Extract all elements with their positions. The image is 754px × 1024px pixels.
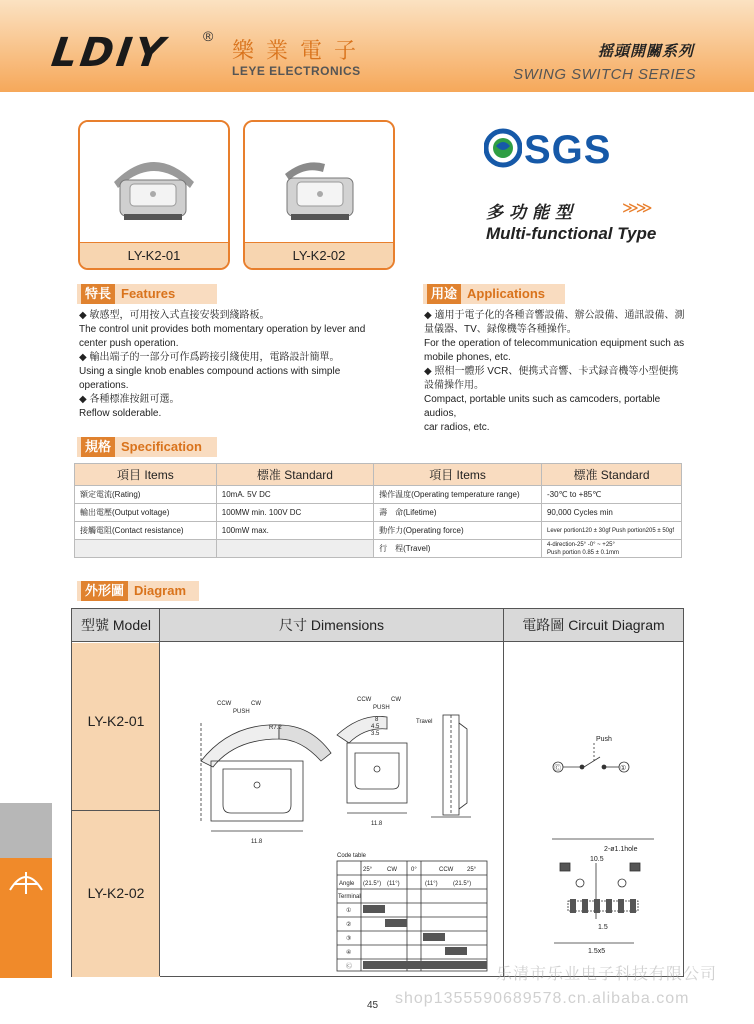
pitch-label: 10.5 bbox=[590, 856, 604, 863]
features-title-cn: 特長 bbox=[81, 284, 115, 304]
watermark-company: 乐清市乐业电子科技有限公司 bbox=[496, 966, 718, 983]
code-sub: (21.5°) bbox=[453, 881, 472, 887]
code-row: ③ bbox=[346, 936, 352, 942]
code-row: ② bbox=[346, 922, 352, 928]
code-row: Ⓒ bbox=[346, 964, 353, 970]
watermark-shop: shop1355590689578.cn.alibaba.com bbox=[395, 990, 690, 1007]
cw-label: CW bbox=[251, 701, 261, 707]
cw-label-2: CW bbox=[391, 697, 401, 703]
spec-header-row bbox=[75, 464, 682, 486]
dimension-drawing bbox=[161, 643, 502, 977]
applications-line: 設備操作用。 bbox=[424, 380, 484, 391]
model-name-1: LY-K2-01 bbox=[87, 713, 145, 729]
applications-line: Compact, portable units such as camcoders, portable audios, bbox=[424, 394, 661, 419]
spec-value-travel bbox=[541, 540, 681, 558]
spec-item bbox=[75, 540, 217, 558]
spec-row bbox=[75, 504, 682, 522]
features-line: The control unit provides both momentary operation by lever and bbox=[79, 324, 366, 335]
diagram-table bbox=[71, 608, 684, 977]
col-dimensions-header: 尺寸 Dimensions bbox=[278, 617, 385, 633]
features-line: center push operation. bbox=[79, 338, 179, 349]
diagram-section-header bbox=[77, 581, 199, 601]
circuit-push-label: Push bbox=[596, 736, 612, 743]
spec-table bbox=[74, 463, 682, 558]
dim-45-label: 4.5 bbox=[371, 724, 380, 730]
width-label: 11.8 bbox=[251, 839, 263, 845]
registered-mark: ® bbox=[203, 28, 214, 44]
product-label-1: LY-K2-01 bbox=[80, 242, 228, 268]
brand-name-cn: 樂業電子 bbox=[232, 39, 369, 64]
applications-section-header bbox=[423, 284, 565, 304]
double-arrow-icon: ≫≫ bbox=[622, 200, 650, 217]
features-line: ◆ 各種標准按鈕可選。 bbox=[79, 394, 180, 405]
code-head: CW bbox=[387, 867, 397, 873]
sgs-globe-icon bbox=[484, 128, 522, 173]
radius-label: R7.2 bbox=[269, 725, 282, 731]
spec-item: 輸出電壓(Output voltage) bbox=[75, 504, 217, 522]
features-line: ◆ 輸出端子的一部分可作爲跨接引綫使用，電路設計簡單。 bbox=[79, 352, 340, 363]
spec-item: 動作力(Operating force) bbox=[374, 522, 542, 540]
code-head: 0° bbox=[411, 867, 417, 873]
features-title-en: Features bbox=[121, 286, 176, 301]
product-photo-1 bbox=[80, 122, 228, 244]
code-table-label: Code table bbox=[337, 853, 367, 859]
code-row: ① bbox=[346, 908, 352, 914]
applications-text bbox=[424, 309, 692, 435]
page-number: 45 bbox=[367, 1000, 379, 1011]
spec-col-standard-left: 標准 Standard bbox=[216, 464, 373, 486]
diagram-title-en: Diagram bbox=[134, 583, 187, 598]
features-line: Reflow solderable. bbox=[79, 408, 162, 419]
features-section-header bbox=[77, 284, 217, 304]
spec-col-items-left: 項目 Items bbox=[75, 464, 217, 486]
circuit-c-label: Ⓒ bbox=[554, 765, 561, 772]
angle-label: Angle bbox=[339, 881, 355, 887]
spec-value: 100MW min. 100V DC bbox=[216, 504, 373, 522]
pitch-total-label: 1.5x5 bbox=[588, 948, 606, 955]
travel-label: Travel bbox=[416, 719, 433, 725]
series-title-en: SWING SWITCH SERIES bbox=[513, 66, 696, 83]
features-line: ◆ 敏感型，可用按入式直接安裝到綫路板。 bbox=[79, 310, 270, 321]
features-text bbox=[79, 309, 384, 421]
col-circuit-header: 電路圖 Circuit Diagram bbox=[522, 617, 665, 633]
spec-value: -30℃ to +85℃ bbox=[541, 486, 681, 504]
side-tab-orange bbox=[0, 858, 52, 978]
spec-value bbox=[216, 540, 373, 558]
applications-line: car radios, etc. bbox=[424, 422, 490, 433]
spec-value: 10mA. 5V DC bbox=[216, 486, 373, 504]
product-label-2: LY-K2-02 bbox=[245, 242, 393, 268]
features-line: Using a single knob enables compound actions with simple bbox=[79, 366, 341, 377]
push-label-2: PUSH bbox=[373, 705, 390, 711]
circuit-1-label: ① bbox=[620, 765, 627, 772]
applications-line: ◆ 照相一體形 VCR、便携式音響、卡式録音機等小型便携 bbox=[424, 366, 679, 377]
pitch-small-label: 1.5 bbox=[598, 924, 608, 931]
spec-value: 100mW max. bbox=[216, 522, 373, 540]
company-logo: LDIY bbox=[48, 30, 170, 76]
sgs-logo-text: SGS bbox=[524, 128, 612, 172]
spec-row bbox=[75, 522, 682, 540]
spec-row bbox=[75, 486, 682, 504]
applications-title-cn: 用途 bbox=[427, 284, 461, 304]
spec-title-cn: 規格 bbox=[81, 437, 115, 457]
spec-item: 行 程(Travel) bbox=[374, 540, 542, 558]
terminal-label: Terminal bbox=[338, 894, 361, 900]
dim-8-label: 8 bbox=[375, 717, 379, 723]
code-sub: (11°) bbox=[387, 881, 400, 887]
push-label: PUSH bbox=[233, 709, 250, 715]
spec-col-standard-right: 標准 Standard bbox=[541, 464, 681, 486]
ccw-label: CCW bbox=[217, 701, 232, 707]
width-label-2: 11.8 bbox=[371, 821, 383, 827]
code-head: 25° bbox=[467, 867, 477, 873]
swing-switch-icon bbox=[0, 860, 52, 900]
spec-item: 接觸電阻(Contact resistance) bbox=[75, 522, 217, 540]
type-title-en: Multi-functional Type bbox=[486, 224, 657, 243]
series-title-cn: 摇頭開關系列 bbox=[597, 43, 694, 60]
hole-label: 2-ø1.1hole bbox=[604, 846, 638, 853]
travel-lever: 4-direction-25° -0° ~ +25° bbox=[546, 541, 615, 548]
model-name-2: LY-K2-02 bbox=[87, 885, 145, 901]
code-head: 25° bbox=[363, 867, 373, 873]
spec-value: 90,000 Cycles min bbox=[541, 504, 681, 522]
side-tab-grey bbox=[0, 803, 52, 858]
spec-section-header bbox=[77, 437, 217, 457]
diagram-title-cn: 外形圖 bbox=[81, 581, 128, 601]
circuit-drawing bbox=[504, 643, 684, 977]
brand-name-en: LEYE ELECTRONICS bbox=[232, 64, 361, 78]
applications-line: 量儀器、TV、録像機等各種操作。 bbox=[424, 324, 577, 335]
spec-col-items-right: 項目 Items bbox=[374, 464, 542, 486]
applications-line: mobile phones, etc. bbox=[424, 352, 511, 363]
code-sub: (11°) bbox=[425, 881, 438, 887]
model-divider bbox=[72, 810, 160, 811]
product-card-1 bbox=[78, 120, 230, 270]
ccw-label-2: CCW bbox=[357, 697, 372, 703]
travel-push: Push portion 0.85 ± 0.1mm bbox=[546, 549, 619, 556]
applications-line: For the operation of telecommunication equipment such as bbox=[424, 338, 685, 349]
code-row: ④ bbox=[346, 950, 352, 956]
spec-item: 額定電流(Rating) bbox=[75, 486, 217, 504]
spec-row bbox=[75, 540, 682, 558]
type-title-cn: 多功能型 bbox=[486, 203, 578, 222]
column-divider bbox=[159, 609, 160, 976]
spec-item: 壽 命(Lifetime) bbox=[374, 504, 542, 522]
col-model-header: 型號 Model bbox=[80, 617, 152, 633]
spec-value: Lever portion120 ± 30gf Push portion205 ± 50gf bbox=[541, 522, 681, 540]
applications-line: ◆ 適用于電子化的各種音響設備、辦公設備、通訊設備、測 bbox=[424, 310, 685, 321]
features-line: operations. bbox=[79, 380, 129, 391]
spec-item: 操作温度(Operating temperature range) bbox=[374, 486, 542, 504]
spec-title-en: Specification bbox=[121, 439, 202, 454]
dim-35-label: 3.5 bbox=[371, 731, 380, 737]
product-card-2 bbox=[243, 120, 395, 270]
applications-title-en: Applications bbox=[467, 286, 546, 301]
code-sub: (21.5°) bbox=[363, 881, 382, 887]
code-head: CCW bbox=[439, 867, 454, 873]
product-photo-2 bbox=[245, 122, 393, 244]
